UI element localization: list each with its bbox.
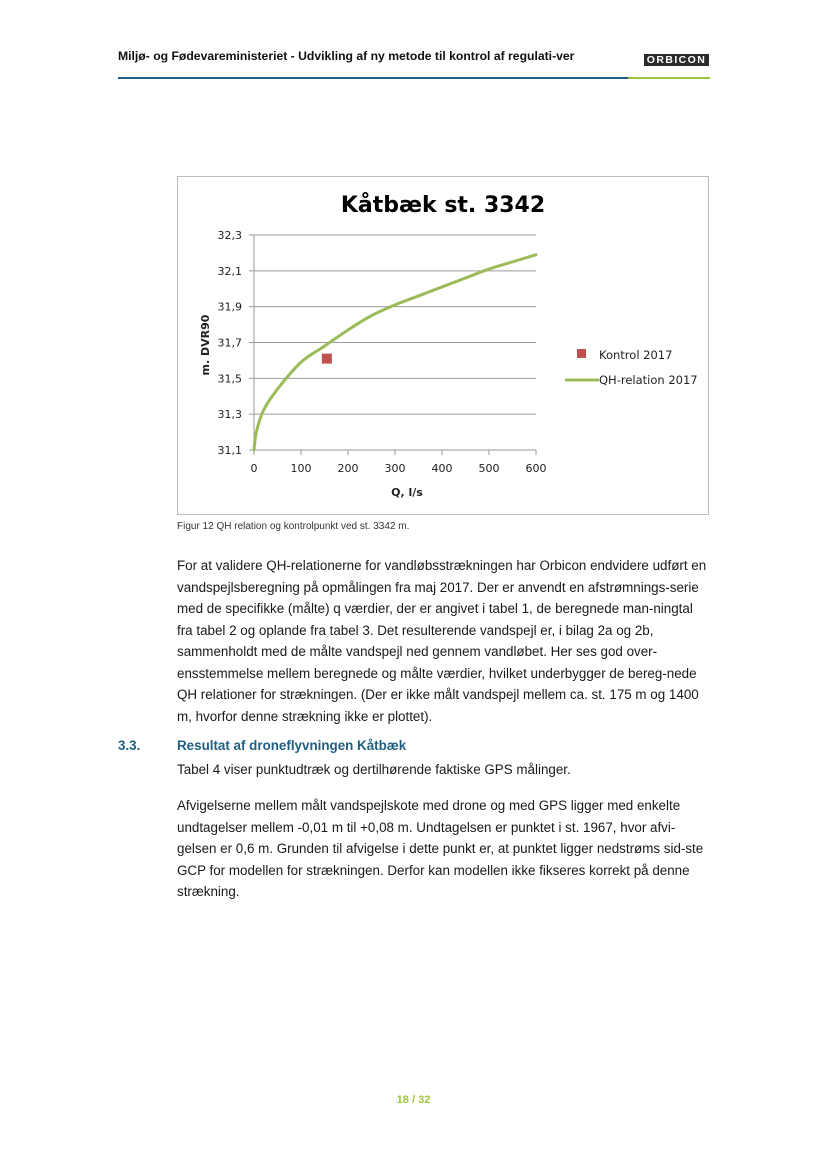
legend-label-kontrol: Kontrol 2017	[599, 348, 673, 362]
header-divider-blue	[118, 77, 628, 79]
x-tick-label: 300	[384, 462, 406, 475]
paragraph-deviations: Afvigelserne mellem målt vandspejlskote med drone og med GPS ligger med enkelte undtagelser mellem -0,01 m til +0,08 m. Undtagelsen er punktet i st. 1967, hvor afvi-gelsen er 0,6 m. Grunden til afvigelse i dette punkt er, at punktet ligger nedstrøms sid-ste GCP for modellen for strækningen. Derfor kan modellen ikke fikseres korrekt på denne strækning.	[177, 798, 704, 899]
paragraph-table-reference: Tabel 4 viser punktudtræk og dertilhørende faktiske GPS målinger.	[177, 762, 571, 777]
qh-relation-line	[254, 255, 536, 450]
x-tick-label: 200	[337, 462, 359, 475]
y-tick-label: 31,3	[217, 408, 242, 422]
document-header-title: Miljø- og Fødevareministeriet - Udvikling af ny metode til kontrol af regulati-ver	[118, 49, 575, 63]
legend-label-qh: QH-relation 2017	[599, 373, 698, 387]
chart-series	[254, 255, 536, 450]
section-number: 3.3.	[118, 738, 141, 753]
y-tick-label: 31,9	[217, 300, 242, 314]
paragraph-validation: For at validere QH-relationerne for vandløbsstrækningen har Orbicon endvidere udført en vandspejlsberegning på opmålingen fra maj 2017. Der er anvendt en afstrømnings-serie med de specifikke (målte) q værdier, der er angivet i tabel 1, de beregnede man-ningtal fra tabel 2 og oplande fra tabel 3. Det resulterende vandspejl er, i bilag 2a og 2b, sammenholdt med de målte vandspejl ned gennem vandløbet. Her ses god over-ensstemmelse mellem beregnede og målte værdier, hvilket underbygger de bereg-nede QH relationer for strækningen. (Der er ikke målt vandspejl mellem ca. st. 175 m og 1400 m, hvorfor denne strækning ikke er plottet).	[177, 558, 707, 724]
legend-marker-kontrol	[577, 349, 586, 358]
x-tick-label: 600	[525, 462, 547, 475]
y-tick-label: 32,3	[217, 229, 242, 242]
x-tick-label: 100	[290, 462, 312, 475]
x-tick-label: 400	[431, 462, 453, 475]
x-tick-label: 500	[478, 462, 500, 475]
chart-svg	[178, 177, 710, 516]
y-tick-label: 31,7	[217, 336, 242, 350]
y-tick-label: 31,1	[217, 444, 242, 457]
header-divider-green	[628, 77, 710, 79]
section-heading: Resultat af droneflyvningen Kåtbæk	[177, 738, 407, 753]
chart-legend	[565, 348, 698, 387]
y-tick-label: 31,5	[217, 372, 242, 386]
orbicon-logo: ORBICON	[644, 54, 709, 66]
y-tick-label: 32,1	[217, 264, 242, 278]
chart-title: Kåtbæk st. 3342	[340, 193, 546, 218]
kontrol-point	[322, 354, 332, 364]
x-axis-label: Q, l/s	[391, 486, 423, 499]
page-number: 18 / 32	[396, 1094, 431, 1106]
y-axis-label: m. DVR90	[199, 314, 212, 376]
qh-chart	[177, 176, 709, 515]
figure-caption: Figur 12 QH relation og kontrolpunkt ved st. 3342 m.	[177, 521, 410, 532]
x-tick-label: 0	[250, 462, 258, 475]
